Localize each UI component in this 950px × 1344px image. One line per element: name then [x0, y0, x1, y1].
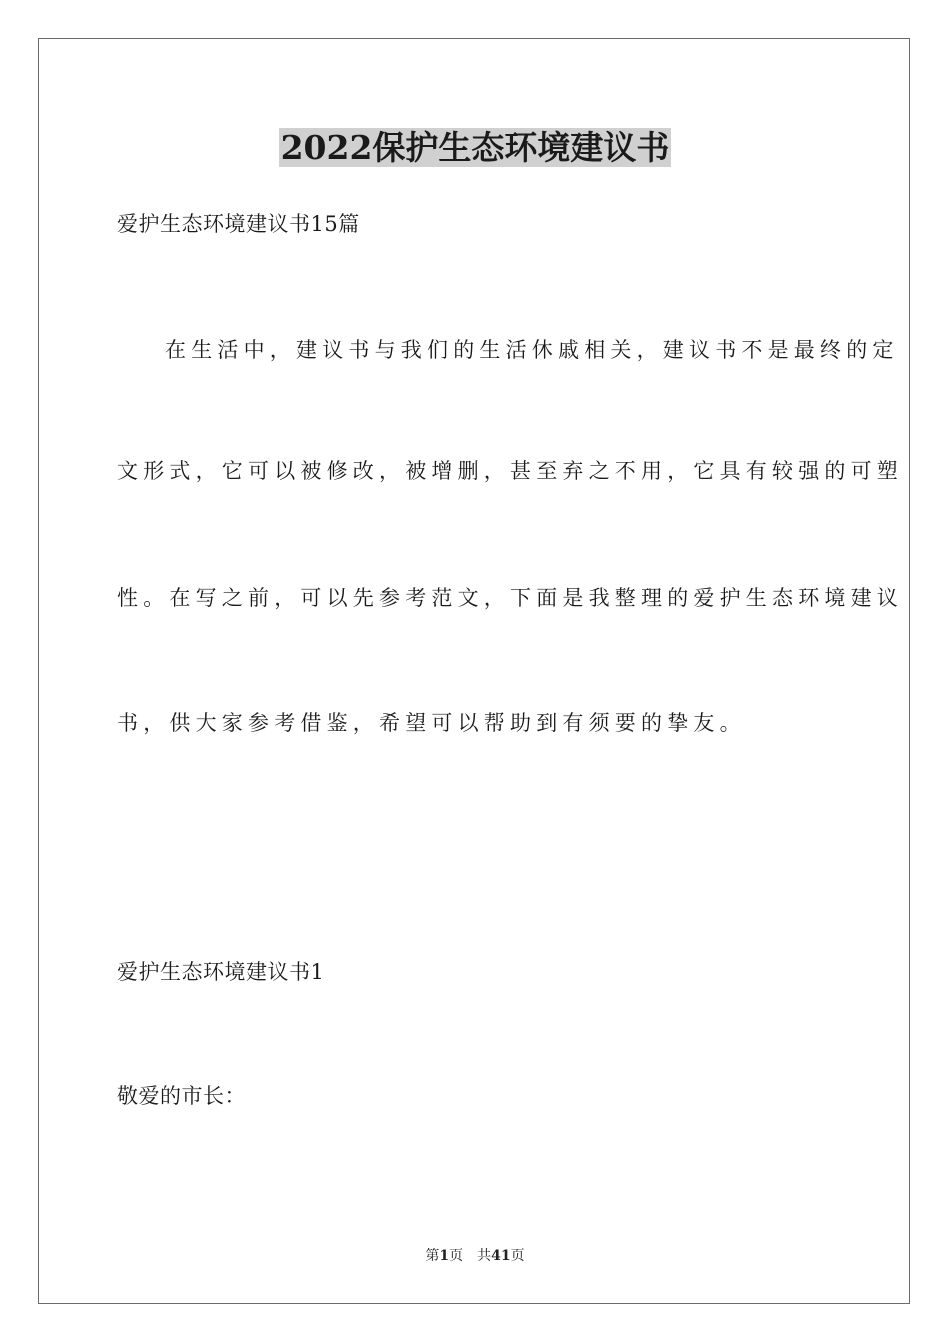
paragraph-line: 性。在写之前，可以先参考范文，下面是我整理的爱护生态环境建议	[117, 586, 903, 610]
total-pages: 41	[491, 1248, 511, 1264]
document-title-text: 2022保护生态环境建议书	[280, 128, 670, 167]
document-title	[0, 126, 950, 170]
total-suffix: 页	[510, 1248, 525, 1264]
section-heading: 爱护生态环境建议书1	[117, 960, 325, 984]
paragraph-line: 文形式，它可以被修改，被增删，甚至弃之不用，它具有较强的可塑	[117, 459, 903, 483]
page-footer	[0, 1246, 950, 1266]
page-suffix: 页	[449, 1248, 464, 1264]
salutation: 敬爱的市长：	[117, 1084, 246, 1108]
document-subtitle: 爱护生态环境建议书15篇	[117, 212, 360, 236]
paragraph-line: 书，供大家参考借鉴，希望可以帮助到有须要的挚友。	[117, 711, 746, 735]
total-prefix: 共	[477, 1248, 492, 1264]
paragraph-line: 在生活中，建议书与我们的生活休戚相关，建议书不是最终的定	[165, 338, 899, 362]
page-number: 1	[439, 1248, 450, 1264]
page-prefix: 第	[425, 1248, 440, 1264]
